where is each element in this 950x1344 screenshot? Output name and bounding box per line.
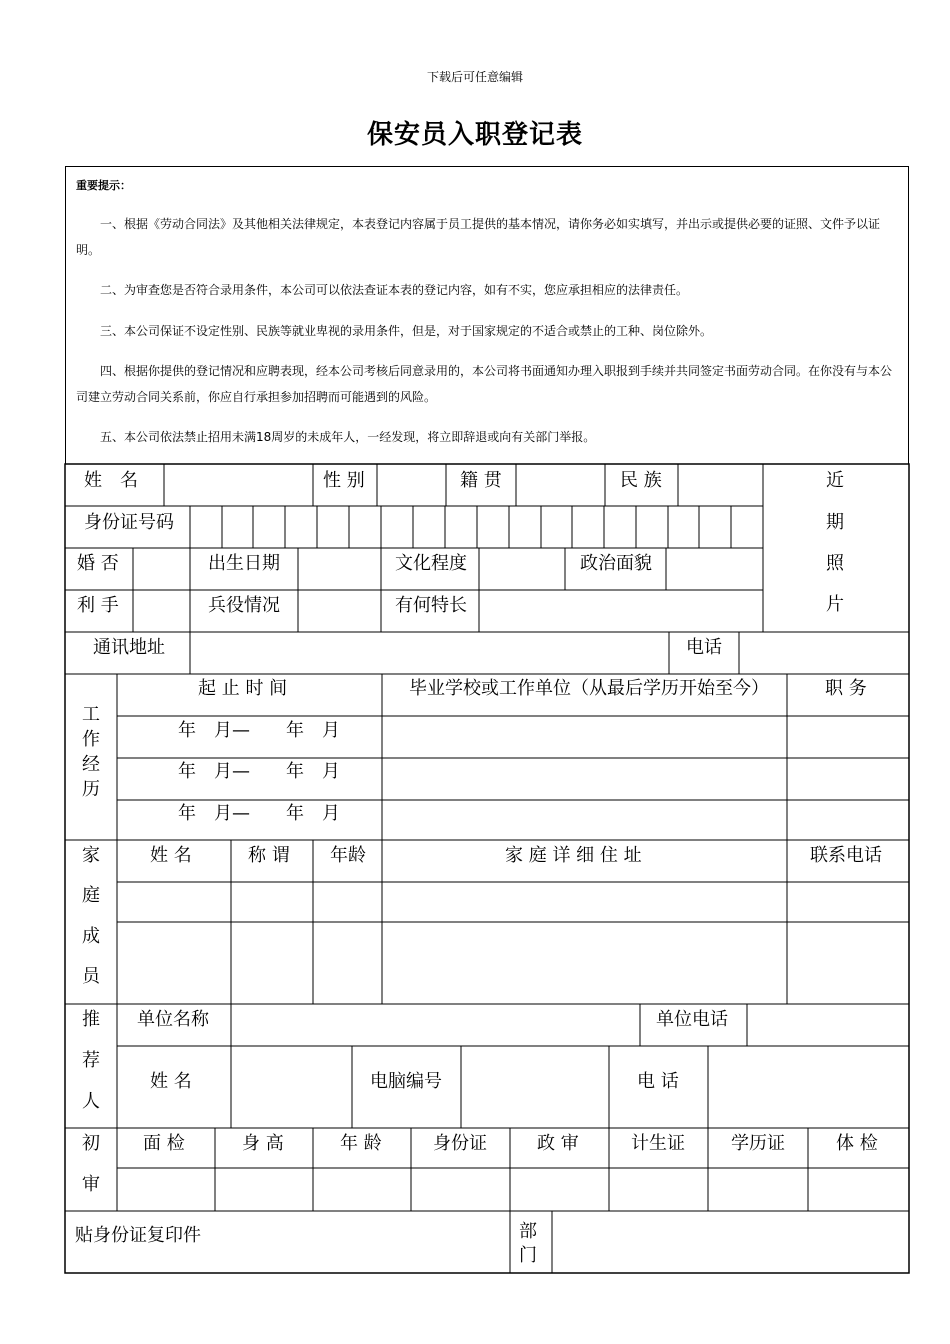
label-unit-name: 单位名称 (137, 1009, 209, 1030)
label-family-planning: 计生证 (631, 1133, 685, 1154)
photo-label-2: 期 (826, 512, 844, 533)
label-school: 毕业学校或工作单位（从最后学历开始至今） (409, 678, 769, 699)
label-dept-1: 部 (519, 1221, 537, 1242)
label-computer-no: 电脑编号 (370, 1071, 442, 1092)
notice-paragraph-4: 四、根据你提供的登记情况和应聘表现，经本公司考核后同意录用的，本公司将书面通知办理入职报到手续并共同签定书面劳动合同。在你没有与本公司建立劳动合同关系前，你应自行承担参加招聘而可能遇到的风险。 (76, 364, 893, 404)
label-education: 文化程度 (395, 553, 467, 574)
work-row-3: 年 月— 年 月 (178, 803, 340, 824)
family-side-3: 成 (82, 926, 100, 947)
label-unit-phone: 单位电话 (656, 1009, 728, 1030)
label-position: 职 务 (825, 678, 867, 699)
label-political: 政治面貌 (580, 553, 652, 574)
label-origin: 籍 贯 (460, 470, 502, 491)
label-family-address: 家 庭 详 细 住 址 (505, 845, 642, 866)
label-birth-date: 出生日期 (208, 553, 280, 574)
header-note: 下载后可任意编辑 (426, 70, 523, 84)
label-diploma: 学历证 (731, 1133, 785, 1154)
label-phone: 电话 (686, 637, 722, 658)
notice-heading: 重要提示： (76, 179, 131, 192)
label-dept-2: 门 (519, 1245, 537, 1266)
family-side-2: 庭 (82, 885, 100, 906)
label-family-name: 姓 名 (150, 845, 192, 866)
notice-paragraph-3: 三、本公司保证不设定性别、民族等就业卑视的录用条件，但是，对于国家规定的不适合或禁止的工种、岗位除外。 (100, 324, 713, 338)
notice-paragraph-5: 五、本公司依法禁止招用未满18周岁的未成年人，一经发现，将立即辞退或向有关部门举报。 (100, 430, 596, 444)
referrer-side-3: 人 (82, 1091, 100, 1112)
review-side-1: 初 (82, 1133, 100, 1154)
label-political-review: 政 审 (537, 1133, 579, 1154)
label-address: 通讯地址 (93, 637, 165, 658)
work-row-2: 年 月— 年 月 (178, 761, 340, 782)
family-side-1: 家 (82, 845, 100, 866)
work-side-2: 作 (82, 729, 100, 750)
work-row-1: 年 月— 年 月 (178, 720, 340, 741)
label-interview: 面 检 (143, 1133, 185, 1154)
label-ethnicity: 民 族 (620, 470, 662, 491)
photo-label-1: 近 (826, 470, 844, 491)
photo-label-4: 片 (826, 594, 844, 615)
notice-paragraph-1: 一、根据《劳动合同法》及其他相关法律规定，本表登记内容属于员工提供的基本情况，请你务必如实填写，并出示或提供必要的证照、文件予以证明。 (76, 217, 881, 257)
work-side-4: 历 (82, 779, 100, 800)
label-name: 姓 名 (84, 470, 138, 491)
label-gender: 性 别 (323, 470, 365, 491)
label-height: 身 高 (242, 1133, 284, 1154)
label-referrer-name: 姓 名 (150, 1071, 192, 1092)
label-relation: 称 谓 (248, 845, 290, 866)
referrer-side-1: 推 (82, 1009, 100, 1030)
label-military: 兵役情况 (208, 595, 280, 616)
page-title: 保安员入职登记表 (366, 120, 583, 150)
label-family-age: 年龄 (330, 845, 366, 866)
work-side-1: 工 (82, 704, 100, 725)
label-handedness: 利 手 (77, 595, 119, 616)
label-age: 年 龄 (340, 1133, 382, 1154)
label-period: 起 止 时 间 (198, 678, 288, 699)
photo-label-3: 照 (826, 553, 844, 574)
label-id-copy: 贴身份证复印件 (75, 1225, 201, 1246)
label-specialty: 有何特长 (395, 595, 467, 616)
label-referrer-phone: 电 话 (637, 1071, 679, 1092)
referrer-side-2: 荐 (82, 1050, 100, 1071)
label-physical: 体 检 (836, 1133, 878, 1154)
family-side-4: 员 (82, 966, 100, 987)
label-id-number: 身份证号码 (84, 512, 174, 533)
work-side-3: 经 (82, 754, 100, 775)
label-id-card: 身份证 (433, 1133, 487, 1154)
label-family-phone: 联系电话 (810, 845, 882, 866)
review-side-2: 审 (82, 1174, 100, 1195)
notice-paragraph-2: 二、为审查您是否符合录用条件，本公司可以依法查证本表的登记内容，如有不实，您应承担相应的法律责任。 (100, 283, 689, 297)
label-marital: 婚 否 (77, 553, 119, 574)
